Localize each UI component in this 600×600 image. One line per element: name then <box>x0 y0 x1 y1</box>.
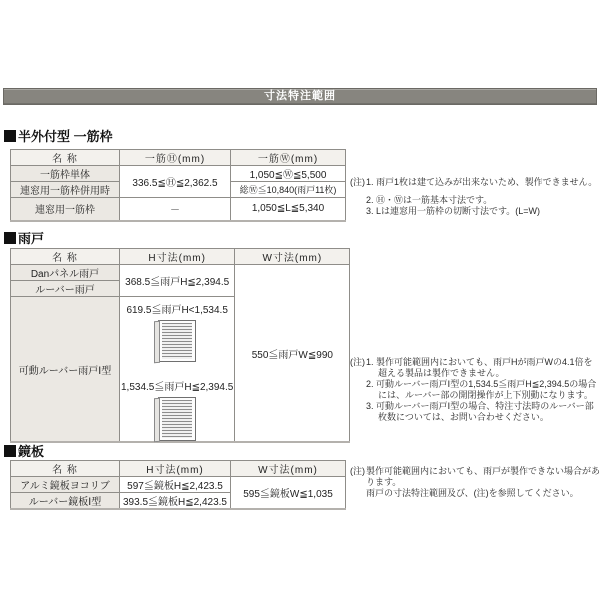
note-item: 3. 可動ルーバー雨戸Ⅰ型の場合、特注寸法時のルーバー部枚数については、お問い合わせください。 <box>366 401 594 422</box>
h-range-cell: 336.5≦Ⓗ≦2,362.5 <box>120 166 231 198</box>
col-header-h: 一筋Ⓗ(mm) <box>120 150 231 166</box>
row-name: Danパネル雨戸 <box>11 265 120 281</box>
h-range-text: 619.5≦雨戸H<1,534.5 <box>126 305 228 316</box>
section-title: 雨戸 <box>18 231 45 246</box>
note-line: 製作可能範囲内においても、雨戸が製作できない場合があります。 <box>366 466 600 487</box>
section-title: 鏡板 <box>18 444 45 459</box>
hitosuji-table <box>10 149 346 222</box>
col-header-w: 一筋Ⓦ(mm) <box>231 150 346 166</box>
section-heading-kagamiita <box>4 441 44 460</box>
row-name: 可動ルーバー雨戸Ⅰ型 <box>11 297 120 443</box>
note-label: (注) <box>350 357 365 367</box>
w-range-cell: 550≦雨戸W≦990 <box>235 265 350 443</box>
note-line: 雨戸の寸法特注範囲及び、(注)を参照してください。 <box>366 488 579 498</box>
section-square-icon <box>4 232 16 244</box>
kagamiita-table <box>10 460 346 510</box>
note-item: 2. 可動ルーバー雨戸Ⅰ型の1,534.5≦雨戸H≦2,394.5の場合には、ルーバー部の開閉操作が上下別動になります。 <box>366 379 597 400</box>
h-range-cell: － <box>120 198 231 221</box>
row-name: 連窓用一筋枠 <box>11 198 120 221</box>
col-header-name: 名 称 <box>11 461 120 477</box>
row-name: アルミ鏡板ヨコリブ <box>11 477 120 493</box>
note-amado <box>350 357 600 423</box>
note-kagamiita <box>350 466 600 499</box>
note-hitosuji <box>350 177 600 217</box>
table-row <box>11 166 346 182</box>
h-range-cell: 393.5≦鏡板H≦2,423.5 <box>120 493 231 510</box>
row-name: 連窓用一筋枠併用時 <box>11 182 120 198</box>
w-range-cell: 1,050≦L≦5,340 <box>231 198 346 221</box>
row-name: 一筋枠単体 <box>11 166 120 182</box>
col-header-h: H寸法(mm) <box>120 461 231 477</box>
h-range-text: 1,534.5≦雨戸H≦2,394.5 <box>121 382 234 393</box>
note-label: (注) <box>350 177 365 187</box>
w-range-cell: 595≦鏡板W≦1,035 <box>231 477 346 510</box>
col-header-name: 名 称 <box>11 150 120 166</box>
row-name: ルーバー雨戸 <box>11 281 120 297</box>
note-item: 1. 雨戸1枚は建て込みが出来ないため、製作できません。 <box>366 177 598 187</box>
col-header-h: H寸法(mm) <box>120 249 235 265</box>
louver-panel-icon <box>158 397 196 441</box>
note-item: 3. Lは連窓用一筋枠の切断寸法です。(L=W) <box>366 206 541 216</box>
louver-panel-icon <box>158 320 196 362</box>
section-heading-hitosuji <box>4 126 113 145</box>
note-item: 1. 製作可能範囲内においても、雨戸Hが雨戸Wの4.1倍を超える製品は製作できません。 <box>366 357 593 378</box>
note-item: 2. Ⓗ・Ⓦは一筋基本寸法です。 <box>366 195 493 205</box>
amado-table <box>10 248 350 443</box>
w-range-cell: 総Ⓦ≦10,840(雨戸11枚) <box>231 182 346 198</box>
h-range-cell: 368.5≦雨戸H≦2,394.5 <box>120 265 235 297</box>
row-name: ルーバー鏡板Ⅰ型 <box>11 493 120 510</box>
col-header-name: 名 称 <box>11 249 120 265</box>
table-row <box>11 265 350 281</box>
col-header-w: W寸法(mm) <box>231 461 346 477</box>
h-range-cell <box>120 297 235 443</box>
section-square-icon <box>4 445 16 457</box>
h-range-cell: 597≦鏡板H≦2,423.5 <box>120 477 231 493</box>
table-row <box>11 198 346 221</box>
note-label: (注) <box>350 466 365 476</box>
section-square-icon <box>4 130 16 142</box>
page-title-bar: 寸法特注範囲 <box>3 88 597 105</box>
section-heading-amado <box>4 228 44 247</box>
w-range-cell: 1,050≦Ⓦ≦5,500 <box>231 166 346 182</box>
section-title: 半外付型 一筋枠 <box>18 129 113 144</box>
col-header-w: W寸法(mm) <box>235 249 350 265</box>
table-row <box>11 477 346 493</box>
